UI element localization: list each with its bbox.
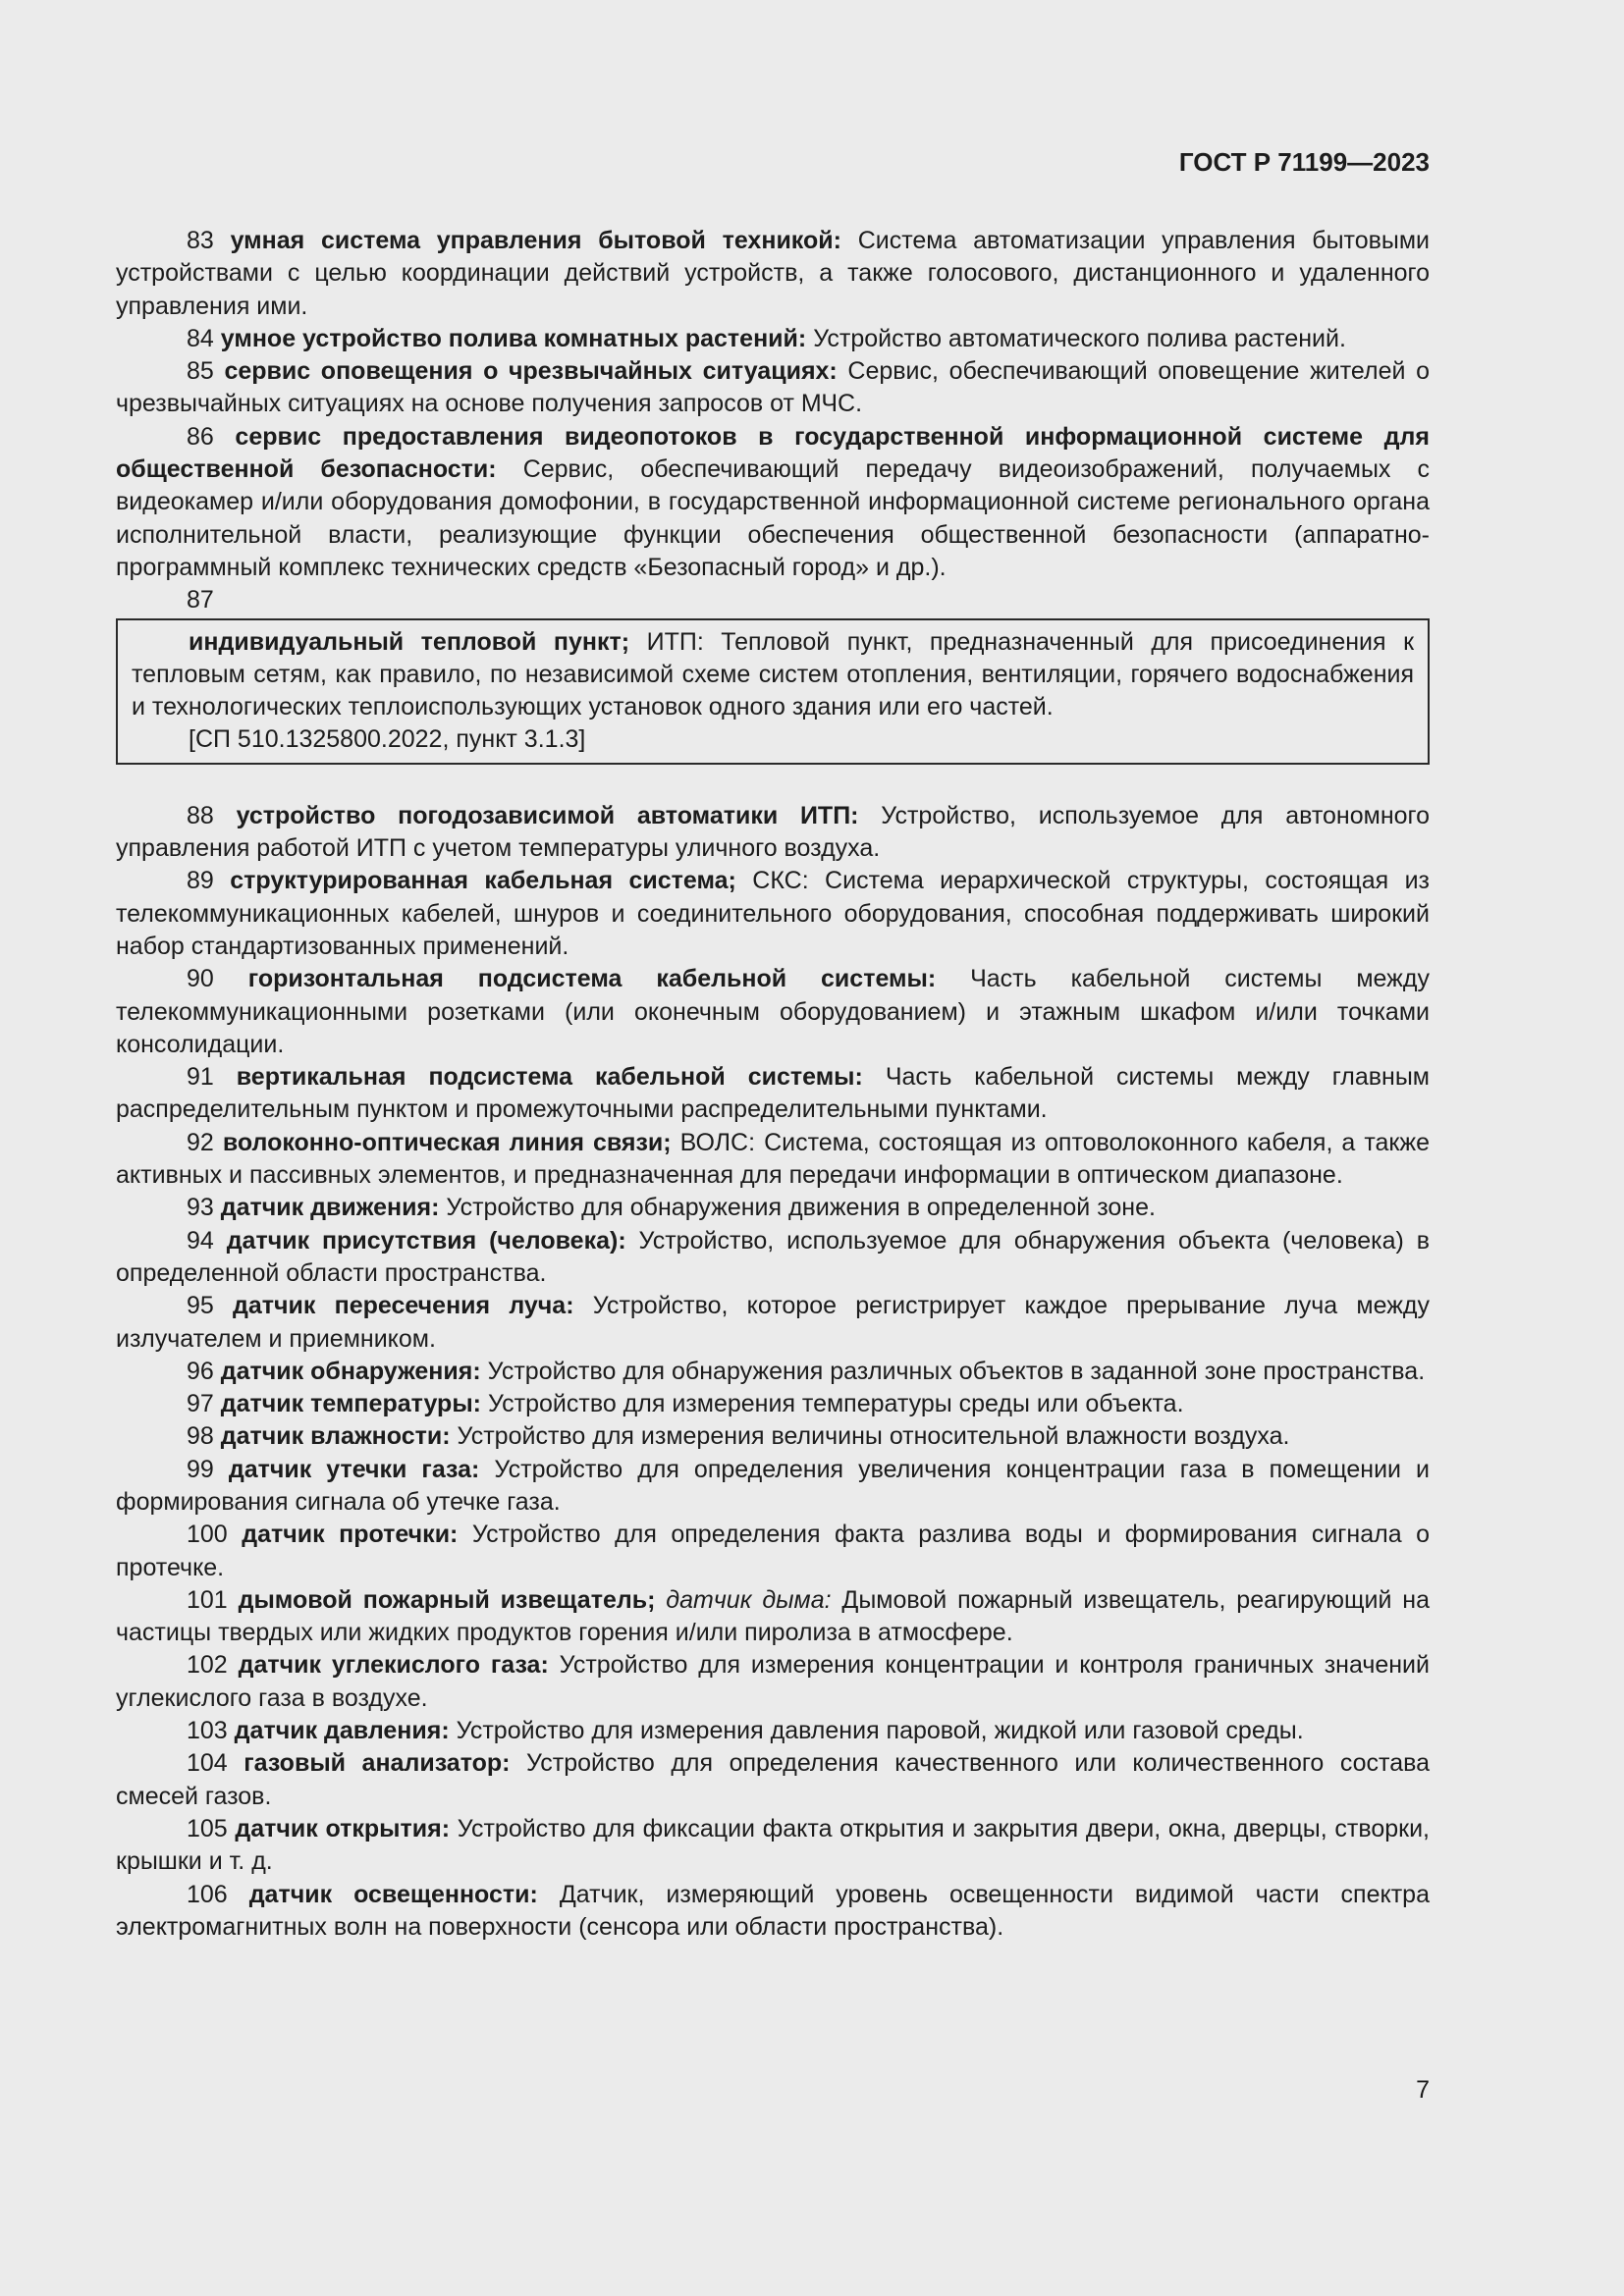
term-definition: Дымовой пожарный извещатель, реагирующий на частицы твердых или жидких продуктов горения и/или пиролиза в атмосфере.	[116, 1585, 1431, 1647]
term-number: 87	[187, 586, 214, 614]
term-entry	[116, 1879, 1430, 1945]
term-number: 102	[187, 1651, 228, 1680]
term-entry	[116, 355, 1430, 421]
term-title: датчик давления:	[234, 1717, 450, 1745]
term-number: 100	[187, 1521, 228, 1549]
term-entry	[116, 1388, 1430, 1420]
term-number: 91	[187, 1063, 214, 1092]
term-number: 105	[187, 1814, 228, 1842]
term-entry	[116, 800, 1430, 866]
term-entry	[116, 1747, 1430, 1813]
terms-list-after-box	[116, 800, 1430, 1944]
term-definition: Устройство для определения факта разлива воды и формирования сигнала о протечке.	[116, 1521, 1431, 1581]
term-definition: Устройство для измерения давления паровой, жидкой или газовой среды.	[456, 1717, 1304, 1745]
term-number: 103	[187, 1717, 228, 1745]
term-number: 96	[187, 1357, 214, 1385]
term-definition: Устройство, используемое для автономного управления работой ИТП с учетом температуры уличного воздуха.	[116, 801, 1430, 863]
boxed-term-text	[132, 626, 1414, 724]
term-entry	[116, 1192, 1430, 1224]
term-title: датчик движения:	[220, 1194, 440, 1222]
term-number: 93	[187, 1194, 214, 1222]
term-title: датчик пересечения луча:	[233, 1292, 574, 1320]
term-definition: Часть кабельной системы между телекоммуникационными розетками (или оконечным оборудованием) и этажным шкафом и/или точками консолидации.	[116, 965, 1430, 1058]
term-title: датчик открытия:	[235, 1814, 451, 1842]
term-title: сервис предоставления видеопотоков в государственной информационной системе для общественной безопасности:	[116, 422, 1430, 484]
term-entry	[116, 225, 1430, 323]
term-title: газовый анализатор:	[244, 1749, 511, 1778]
term-title: умная система управления бытовой техникой:	[230, 227, 841, 254]
term-entry	[116, 865, 1430, 963]
term-title: датчик обнаружения:	[220, 1357, 481, 1385]
term-title: умное устройство полива комнатных растений:	[220, 324, 807, 352]
term-definition: Сервис, обеспечивающий оповещение жителей о чрезвычайных ситуациях на основе получения запросов от МЧС.	[116, 357, 1430, 418]
term-title: структурированная кабельная система;	[230, 867, 736, 895]
term-title: датчик утечки газа:	[228, 1455, 480, 1483]
term-definition: Устройство автоматического полива растений.	[813, 324, 1346, 352]
term-entry	[116, 1454, 1430, 1520]
term-definition: Устройство, используемое для обнаружения объекта (человека) в определенной области пространства.	[116, 1226, 1430, 1287]
term-definition: СКС: Система иерархической структуры, состоящая из телекоммуникационных кабелей, шнуров и соединительного оборудования, способная поддерживать широкий набор стандартизованных применений.	[116, 867, 1431, 960]
term-number: 89	[187, 867, 214, 895]
term-title: волоконно-оптическая линия связи;	[222, 1128, 672, 1156]
term-title: устройство погодозависимой автоматики ИТП:	[236, 801, 859, 829]
term-definition: Датчик, измеряющий уровень освещенности видимой части спектра электромагнитных волн на поверхности (сенсора или области пространства).	[116, 1880, 1430, 1941]
term-definition: Устройство для измерения температуры среды или объекта.	[487, 1390, 1184, 1418]
term-definition: ВОЛС: Система, состоящая из оптоволоконного кабеля, а также активных и пассивных элементов, и предназначенная для передачи информации в оптическом диапазоне.	[116, 1128, 1430, 1190]
term-title: сервис оповещения о чрезвычайных ситуациях:	[224, 357, 838, 386]
term-number: 90	[187, 965, 214, 993]
term-number: 92	[187, 1128, 214, 1156]
term-number: 85	[187, 357, 214, 386]
term-number: 94	[187, 1226, 214, 1255]
term-definition: Устройство для фиксации факта открытия и закрытия двери, окна, дверцы, створки, крышки и т. д.	[116, 1814, 1430, 1876]
term-entry	[116, 1519, 1430, 1584]
term-definition: Часть кабельной системы между главным распределительным пунктом и промежуточными распределительными пунктами.	[116, 1063, 1430, 1124]
term-number: 99	[187, 1455, 214, 1483]
term-synonym: датчик дыма:	[666, 1585, 832, 1614]
term-entry	[116, 1356, 1430, 1388]
term-definition: Сервис, обеспечивающий передачу видеоизображений, получаемых с видеокамер и/или оборудования домофонии, в государственной информационной системе регионального органа исполнительной власти, реализующие функции обеспечения общественной безопасности (аппаратно-программный комплекс технических средств «Безопасный город» и др.).	[116, 455, 1430, 581]
term-entry	[116, 1061, 1430, 1127]
term-entry	[116, 1649, 1430, 1715]
term-number: 95	[187, 1292, 214, 1320]
term-source-reference: [СП 510.1325800.2022, пункт 3.1.3]	[189, 725, 586, 754]
term-number: 98	[187, 1422, 214, 1451]
term-definition: Устройство для обнаружения движения в определенной зоне.	[446, 1194, 1156, 1222]
term-entry	[116, 963, 1430, 1061]
term-entry	[116, 1127, 1430, 1193]
terms-content	[116, 225, 1430, 1944]
term-title: датчик температуры:	[220, 1390, 481, 1418]
document-header: ГОСТ Р 71199—2023	[1178, 147, 1430, 177]
term-title: дымовой пожарный извещатель;	[238, 1585, 656, 1614]
term-title: вертикальная подсистема кабельной системы:	[236, 1063, 863, 1092]
term-definition: Устройство для определения увеличения концентрации газа в помещении и формирования сигнала об утечке газа.	[116, 1455, 1431, 1516]
term-definition: Устройство, которое регистрирует каждое прерывание луча между излучателем и приемником.	[116, 1292, 1430, 1353]
term-title: датчик присутствия (человека):	[226, 1226, 626, 1255]
term-definition: Устройство для определения качественного или количественного состава смесей газов.	[116, 1749, 1431, 1810]
term-entry	[116, 1584, 1430, 1650]
term-entry	[116, 1290, 1430, 1356]
term-title: датчик освещенности:	[248, 1880, 538, 1908]
term-number: 101	[187, 1585, 228, 1614]
term-number: 84	[187, 324, 214, 352]
term-entry	[116, 421, 1430, 584]
term-entry	[116, 1420, 1430, 1453]
term-title: индивидуальный тепловой пункт;	[189, 627, 630, 656]
term-definition: Устройство для измерения концентрации и контроля граничных значений углекислого газа в воздухе.	[116, 1651, 1430, 1712]
term-definition: Устройство для обнаружения различных объектов в заданной зоне пространства.	[487, 1357, 1426, 1385]
page-number: 7	[1416, 2076, 1430, 2104]
term-title: горизонтальная подсистема кабельной системы:	[247, 965, 937, 993]
term-entry	[116, 1715, 1430, 1747]
term-entry	[116, 323, 1430, 355]
term-entry	[116, 1813, 1430, 1879]
boxed-term-definition	[116, 618, 1430, 765]
term-entry	[116, 1225, 1430, 1291]
term-title: датчик углекислого газа:	[238, 1651, 549, 1680]
term-number: 104	[187, 1749, 228, 1778]
term-number: 88	[187, 801, 214, 829]
term-number: 106	[187, 1880, 228, 1908]
term-number: 97	[187, 1390, 214, 1418]
term-title: датчик протечки:	[242, 1521, 459, 1549]
terms-list-before-box	[116, 225, 1430, 584]
term-number: 86	[187, 422, 214, 451]
term-title: датчик влажности:	[220, 1422, 451, 1451]
term-definition: ИТП: Тепловой пункт, предназначенный для присоединения к тепловым сетям, как правило, по независимой схеме систем отопления, вентиляции, горячего водоснабжения и технологических теплоиспользующих установок одного здания или его частей.	[132, 627, 1415, 721]
term-definition: Устройство для измерения величины относительной влажности воздуха.	[457, 1422, 1290, 1451]
term-number: 83	[187, 227, 214, 254]
term-definition: Система автоматизации управления бытовыми устройствами с целью координации действий устройств, а также голосового, дистанционного и удаленного управления ими.	[116, 227, 1431, 320]
